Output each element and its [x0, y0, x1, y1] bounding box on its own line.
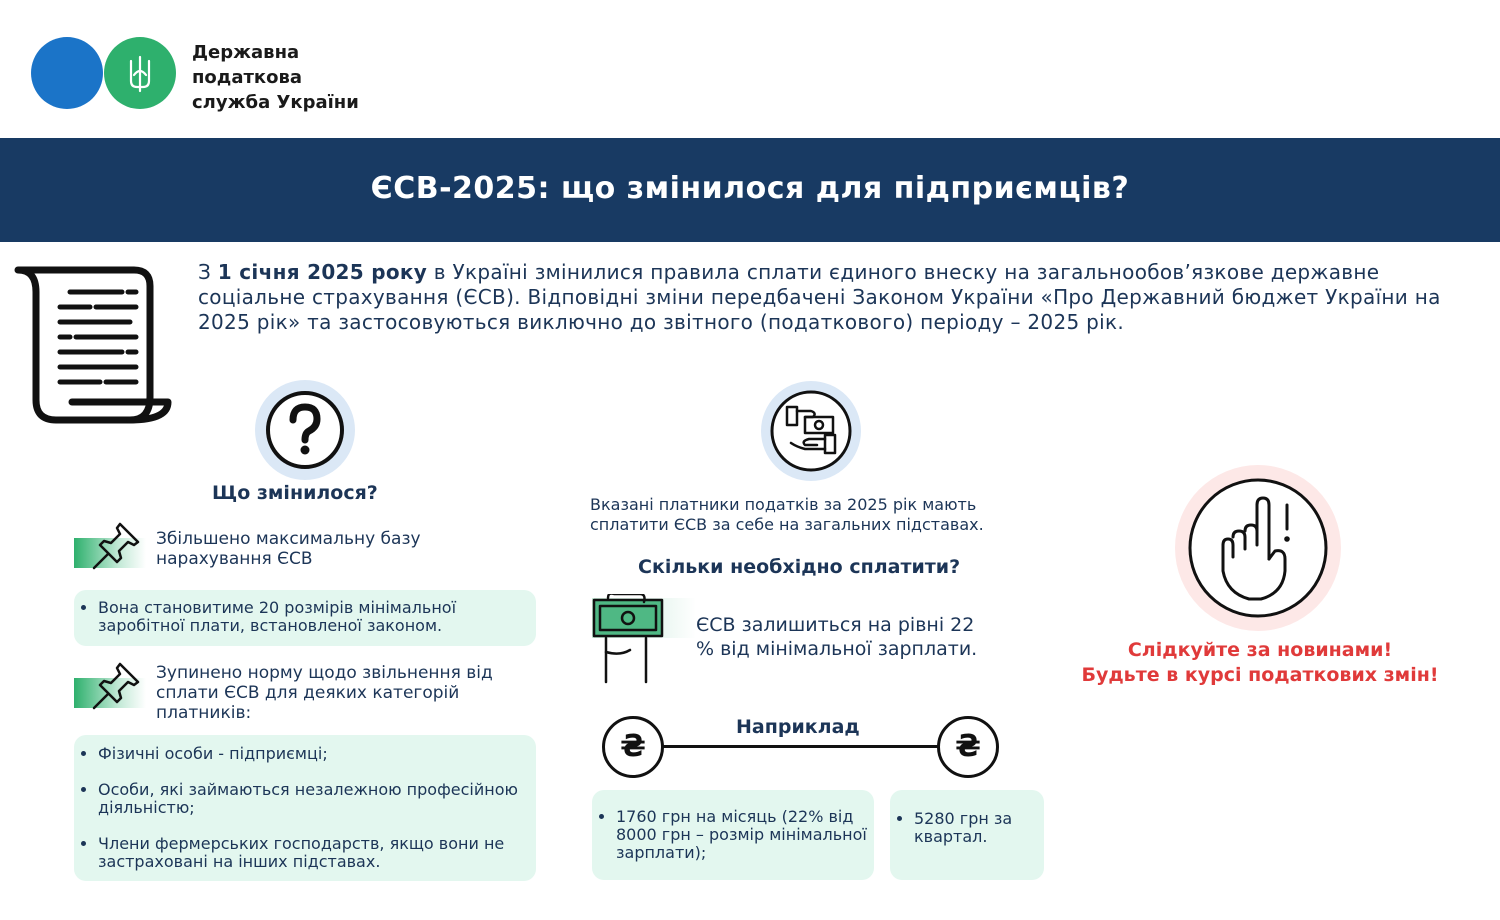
intro-text-start: З [198, 260, 218, 284]
list-item: • Фізичні особи - підприємці; [98, 745, 536, 763]
money-transfer-icon [761, 381, 861, 481]
example-quarterly-card [890, 790, 1044, 880]
example-monthly-card [592, 790, 874, 880]
pin-icon [90, 658, 144, 712]
change-item-2: Зупинено норму щодо звільнення від сплати ЄСВ для деяких категорій платників: [156, 663, 493, 723]
title-banner [0, 138, 1500, 242]
intro-date: 1 січня 2025 року [217, 260, 428, 284]
list-item: • Особи, які займаються незалежною професійною діяльністю; [98, 781, 536, 817]
change-item-1: Збільшено максимальну базу нарахування ЄСВ [156, 529, 421, 569]
alert-circle [1175, 465, 1341, 631]
rate-text: ЄСВ залишиться на рівні 22 % від мінімальної зарплати. [696, 614, 978, 660]
intro-paragraph [198, 260, 1468, 335]
question-icon [255, 380, 355, 480]
trident-icon [104, 37, 176, 109]
intro-text-rest: в Україні змінилися правила сплати єдиного внеску на загальнообов’язкове державне соціальне страхування (ЄСВ). Відповідні зміни передбачені Законом України «Про Державний бюджет України на 2025 рік» та застосовуються виключно до звітного (податкового) періоду – 2025 рік. [198, 260, 1441, 334]
payers-note: Вказані платники податків за 2025 рік мають сплатити ЄСВ за себе на загальних підставах. [590, 495, 984, 534]
list-item: • Члени фермерських господарств, якщо вони не застраховані на інших підставах. [98, 835, 536, 871]
example-heading: Наприклад [736, 716, 860, 738]
pin-icon [90, 518, 144, 572]
how-much-heading: Скільки необхідно сплатити? [638, 556, 961, 578]
page-title: ЄСВ-2025: що змінилося для підприємців? [370, 171, 1130, 206]
org-name [192, 40, 359, 115]
scroll-document-icon [12, 262, 177, 427]
what-changed-heading: Що змінилося? [212, 482, 378, 504]
org-name-line1: Державна [192, 42, 300, 63]
follow-news-line1: Слідкуйте за новинами! [1127, 639, 1393, 661]
change-item-1-card [74, 590, 536, 646]
hryvnia-icon: ₴ [937, 716, 999, 778]
question-icon-circle [255, 380, 355, 480]
follow-news-message [1060, 638, 1460, 688]
hryvnia-icon: ₴ [602, 716, 664, 778]
example-connector [660, 745, 940, 748]
hand-cash-icon [590, 594, 670, 684]
org-name-line3: служба України [192, 92, 359, 113]
finger-alert-icon [1175, 465, 1341, 631]
follow-news-line2: Будьте в курсі податкових змін! [1081, 664, 1439, 686]
logo-blue-circle [31, 37, 103, 109]
org-name-line2: податкова [192, 67, 303, 88]
logo-green-circle [104, 37, 176, 109]
list-item: • Вона становитиме 20 розмірів мінімальної заробітної плати, встановленої законом. [98, 599, 536, 635]
money-transfer-icon-circle [761, 381, 861, 481]
change-item-2-card [74, 735, 536, 881]
list-item: • 1760 грн на місяць (22% від 8000 грн – розмір мінімальної зарплати); [616, 808, 874, 862]
list-item: • 5280 грн за квартал. [914, 810, 1044, 846]
